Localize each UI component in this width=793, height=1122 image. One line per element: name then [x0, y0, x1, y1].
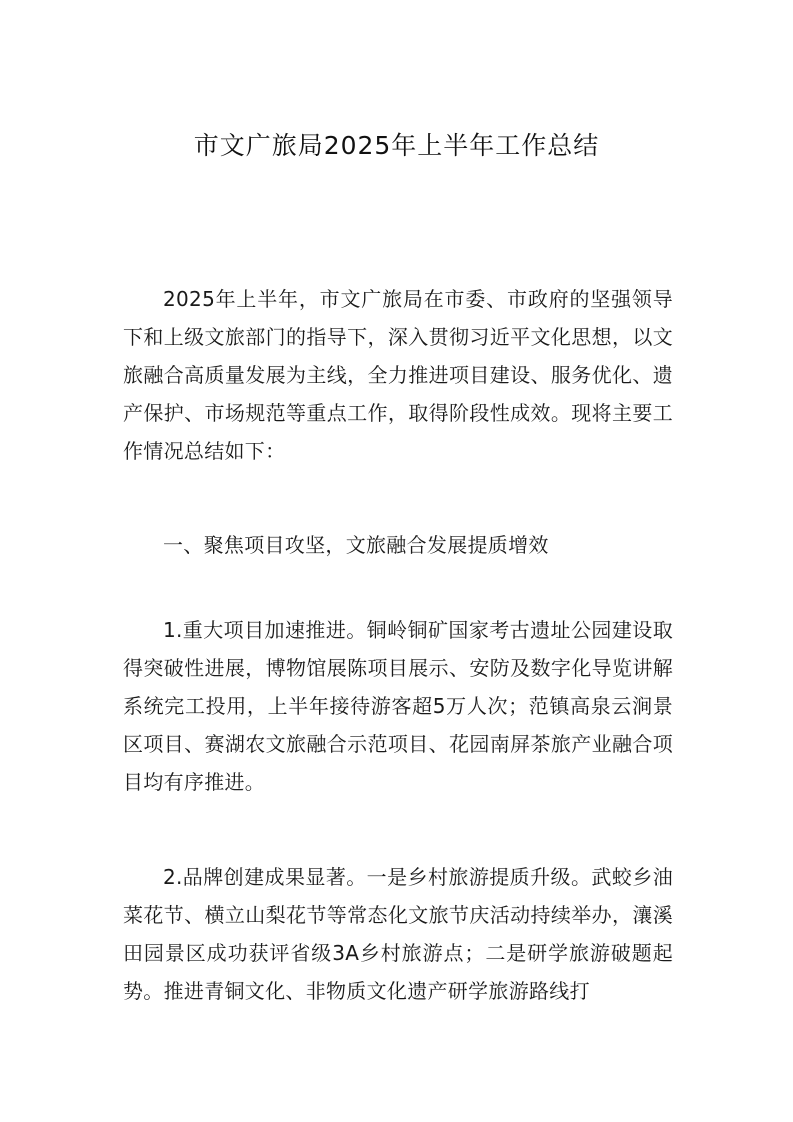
document-title: 市文广旅局2025年上半年工作总结	[193, 131, 600, 160]
section-item-1: 1.重大项目加速推进。铜岭铜矿国家考古遗址公园建设取得突破性进展，博物馆展陈项目展示、安防及数字化导览讲解系统完工投用，上半年接待游客超5万人次；范镇高泉云涧景区项目、赛湖农文旅融合示范项目、花园南屏茶旅产业融合项目均有序推进。	[123, 618, 673, 794]
section-item-2: 2.品牌创建成果显著。一是乡村旅游提质升级。武蛟乡油菜花节、横立山梨花节等常态化文旅节庆活动持续举办，瀼溪田园景区成功获评省级3A乡村旅游点；二是研学旅游破题起势。推进青铜文化、非物质文化遗产研学旅游路线打	[123, 865, 673, 1003]
section-heading-1: 一、聚焦项目攻坚，文旅融合发展提质增效	[163, 533, 549, 557]
intro-paragraph: 2025年上半年，市文广旅局在市委、市政府的坚强领导下和上级文旅部门的指导下，深入贯彻习近平文化思想，以文旅融合高质量发展为主线，全力推进项目建设、服务优化、遗产保护、市场规范等重点工作，取得阶段性成效。现将主要工作情况总结如下：	[123, 287, 673, 463]
